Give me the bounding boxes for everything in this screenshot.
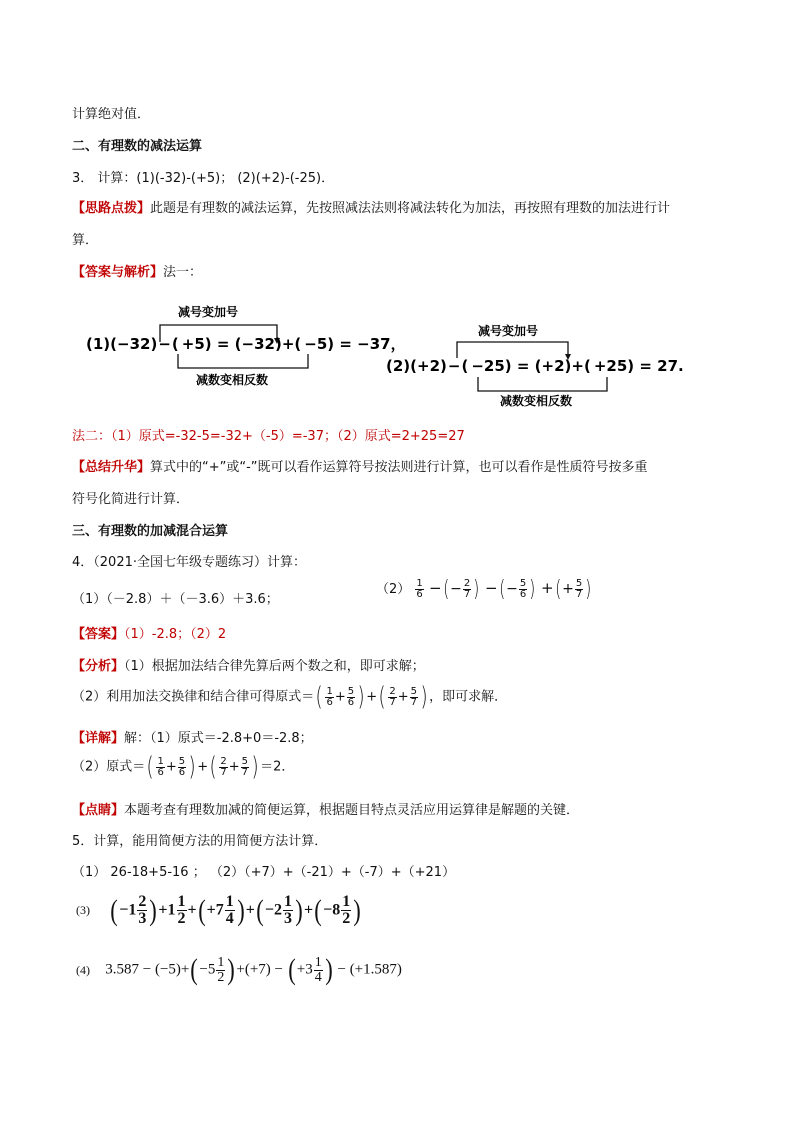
answer-text: 法一： — [163, 265, 203, 280]
top-bracket — [457, 342, 568, 358]
analysis-text: （1）根据加法结合律先算后两个数之和，即可求解； — [124, 659, 425, 674]
answer-tag: 【答案】 — [72, 627, 125, 642]
hint-tag: 【思路点拨】 — [72, 201, 151, 216]
diagram-equation: (1)(−32)−( +5) = (−32)+( −5) = −37， — [86, 335, 406, 353]
q4-part-2: （2） $\frac{1}{6}$ −(− $\frac{2}{7}$ ) −(− $\frac{5}{6}$ ) +(+ $\frac{5}{7}$ ) — [376, 576, 592, 602]
q4-detail — [72, 727, 313, 746]
q5-part-4: (4) 3.587 − (−5)+(−5 $\frac{1}{2}$ )+(+7) − (+3 $\frac{1}{4}$ ) − (+1.587) — [76, 953, 402, 986]
analysis-tag: 【分析】 — [72, 659, 125, 674]
bottom-bracket — [478, 377, 607, 391]
method-two: 法二：（1）原式=-32-5=-32+（-5）=-37；（2）原式=2+25=27 — [72, 429, 465, 444]
subtraction-diagram-2 — [382, 315, 682, 410]
detail-text: 解：（1）原式＝-2.8+0＝-2.8； — [124, 731, 313, 746]
hint-line — [72, 197, 670, 216]
diagram-top-label: 减号变加号 — [478, 324, 539, 338]
hint-text: 此题是有理数的减法运算，先按照减法法则将减法转化为加法，再按照有理数的加法进行计 — [150, 201, 671, 216]
question-5-stem: 5．计算，能用简便方法的用简便方法计算． — [72, 834, 328, 849]
q4-detail-2: （2）原式＝( $\frac{1}{6}$ + $\frac{5}{6}$ ) +( $\frac{2}{7}$ + $\frac{5}{7}$ ) ＝2． — [72, 752, 295, 782]
q4-analysis-2: （2）利用加法交换律和结合律可得原式＝( $\frac{1}{6}$ + $\frac{5}{6}$ ) +( $\frac{2}{7}$ + $\frac{5}{7}$ ) ，即可求解． — [72, 682, 508, 712]
answer-tag: 【答案与解析】 — [72, 265, 164, 280]
fraction: $\frac{1}{6}$ — [416, 578, 423, 600]
q4-answer — [72, 623, 226, 642]
question-4-stem: 4．（2021·全国七年级专题练习）计算： — [72, 555, 306, 570]
summary-text: 算式中的“+”或“-”既可以看作运算符号按法则进行计算，也可以看作是性质符号按多重 — [150, 460, 648, 475]
question-3-stem: 3． 计算：(1)(-32)-(+5)； (2)(+2)-(-25)． — [72, 171, 335, 186]
summary-tag: 【总结升华】 — [72, 460, 151, 475]
summary-line — [72, 456, 648, 475]
q5-part-1-2: （1） 26-18+5-16 ； （2）（+7）+（-21）+（-7）+（+21） — [72, 865, 456, 880]
detail-tag: 【详解】 — [72, 731, 125, 746]
diagram-bottom-label: 减数变相反数 — [196, 373, 269, 387]
subtraction-diagram-1 — [80, 292, 406, 392]
diagram-bottom-label: 减数变相反数 — [500, 394, 573, 408]
diagram-top-label: 减号变加号 — [178, 305, 239, 319]
comment-text: 本题考查有理数加减的简便运算，根据题目特点灵活应用运算律是解题的关键． — [124, 803, 580, 818]
answer-line — [72, 261, 202, 280]
answer-text: （1）-2.8；（2）2 — [124, 627, 227, 642]
q4-analysis — [72, 655, 425, 674]
section-heading: 三、有理数的加减混合运算 — [72, 524, 229, 539]
diagram-equation: (2)(+2)−( −25) = (+2)+( +25) = 27. — [386, 357, 684, 375]
fraction: $\frac{5}{7}$ — [575, 578, 583, 600]
fraction: $\frac{5}{6}$ — [519, 578, 527, 600]
q4-comment — [72, 799, 579, 818]
text-line: 计算绝对值． — [72, 107, 151, 122]
part-label: （2） — [376, 582, 411, 597]
hint-text-cont: 算． — [72, 233, 99, 248]
fraction: $\frac{2}{7}$ — [463, 578, 471, 600]
summary-text-cont: 符号化简进行计算． — [72, 492, 190, 507]
comment-tag: 【点睛】 — [72, 803, 125, 818]
section-heading: 二、有理数的减法运算 — [72, 139, 203, 154]
q4-part-1: （1）（－2.8）＋（－3.6）＋3.6； — [72, 592, 279, 607]
q5-part-3: (3) (−1 $\frac{2}{3}$ )+1 $\frac{1}{2}$ +(+7 $\frac{1}{4}$ )+(−2 $\frac{1}{3}$ )+(−8 $\frac{1}{2}$ ) — [76, 893, 361, 927]
bottom-bracket — [178, 354, 308, 368]
